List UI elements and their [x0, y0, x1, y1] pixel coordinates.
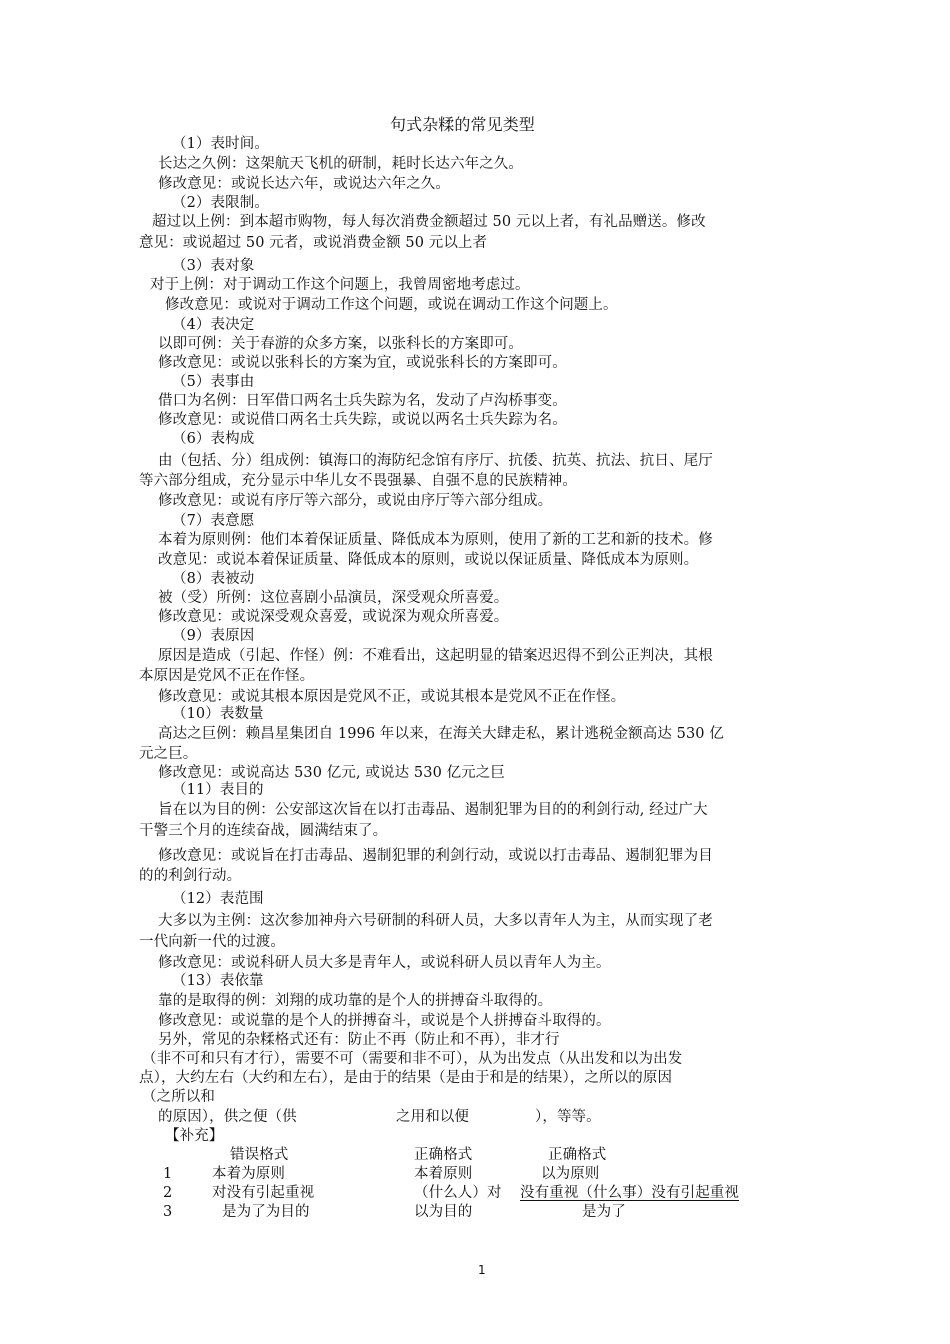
section-heading: （13）表依靠 [172, 973, 264, 989]
section-heading: （8）表被动 [172, 571, 255, 587]
text-line: （之所以和 [142, 1089, 215, 1105]
text-line: 修改意见：或说高达 530 亿元, 或说达 530 亿元之巨 [158, 765, 506, 781]
page-title: 句式杂糅的常见类型 [390, 115, 535, 134]
text-line: 的的利剑行动。 [139, 868, 242, 884]
text-line: 修改意见：或说靠的是个人的拼搏奋斗，或说是个人拼搏奋斗取得的。 [158, 1013, 611, 1029]
correct-format: 是为了 [582, 1204, 626, 1220]
text-line: 点），大约左右（大约和左右），是由于的结果（是由于和是的结果），之所以的原因 [139, 1070, 673, 1086]
text-line: 以即可例：关于春游的众多方案，以张科长的方案即可。 [158, 336, 523, 352]
text-line: 旨在以为目的例：公安部这次旨在以打击毒品、遏制犯罪为目的的利剑行动, 经过广大 [158, 802, 708, 818]
text-line: 一代向新一代的过渡。 [139, 934, 285, 950]
text-line: 被（受）所例：这位喜剧小品演员，深受观众所喜爱。 [158, 590, 509, 606]
wrong-format: 是为了为目的 [222, 1204, 310, 1220]
text-line: 靠的是取得的例：刘翔的成功靠的是个人的拼搏奋斗取得的。 [158, 993, 553, 1009]
section-heading: （9）表原因 [172, 628, 255, 644]
text-line: 修改意见：或说其根本原因是党风不正，或说其根本是党风不正在作怪。 [158, 689, 626, 705]
wrong-format: 本着为原则 [212, 1166, 285, 1182]
section-heading: （2）表限制。 [172, 195, 269, 211]
text-line: 高达之巨例：赖昌星集团自 1996 年以来，在海关大肆走私，累计逃税金额高达 530 亿 [158, 726, 724, 742]
page-number: 1 [478, 1263, 486, 1277]
correct-format: 以为原则 [541, 1166, 600, 1182]
column-header: 错误格式 [230, 1147, 289, 1163]
text-line: 修改意见：或说有序厅等六部分，或说由序厅等六部分组成。 [158, 493, 553, 509]
text-line: 改意见：或说本着保证质量、降低成本的原则，或说以保证质量、降低成本为原则。 [158, 552, 699, 568]
row-number: 3 [163, 1204, 173, 1220]
wrong-format: 对没有引起重视 [212, 1185, 315, 1201]
section-heading: （4）表决定 [172, 317, 255, 333]
column-header: 正确格式 [414, 1147, 473, 1163]
supplement-heading: 【补充】 [165, 1128, 224, 1144]
text-line: ），等等。 [535, 1109, 601, 1125]
text-line: 修改意见：或说科研人员大多是青年人，或说科研人员以青年人为主。 [158, 955, 611, 971]
text-line: 对于上例：对于调动工作这个问题上，我曾周密地考虑过。 [150, 277, 530, 293]
section-heading: （10）表数量 [172, 706, 264, 722]
text-line: 修改意见：或说借口两名士兵失踪，或说以两名士兵失踪为名。 [158, 412, 567, 428]
text-line: 修改意见：或说旨在打击毒品、遏制犯罪的利剑行动，或说以打击毒品、遏制犯罪为目 [158, 848, 713, 864]
text-line: 干警三个月的连续奋战，圆满结束了。 [139, 823, 388, 839]
text-line: 修改意见：或说对于调动工作这个问题，或说在调动工作这个问题上。 [165, 297, 618, 313]
correct-format: （什么人）对 [414, 1185, 502, 1201]
correct-format: 本着原则 [414, 1166, 473, 1182]
section-heading: （7）表意愿 [172, 513, 255, 529]
section-heading: （1）表时间。 [172, 136, 269, 152]
text-line: 修改意见：或说长达六年，或说达六年之久。 [158, 176, 450, 192]
row-number: 2 [163, 1185, 173, 1201]
text-line: 本原因是党风不正在作怪。 [139, 668, 315, 684]
correct-format: 以为目的 [414, 1204, 473, 1220]
column-header: 正确格式 [548, 1147, 607, 1163]
text-line: 另外，常见的杂糅格式还有：防止不再（防止和不再），非才行 [158, 1032, 560, 1048]
text-line: 之用和以便 [396, 1109, 469, 1125]
text-line: 借口为名例：日军借口两名士兵失踪为名，发动了卢沟桥事变。 [158, 393, 567, 409]
text-line: 大多以为主例：这次参加神舟六号研制的科研人员，大多以青年人为主，从而实现了老 [158, 913, 713, 929]
correct-format: 没有重视（什么事）没有引起重视 [520, 1185, 739, 1201]
section-heading: （6）表构成 [172, 431, 255, 447]
section-heading: （5）表事由 [172, 374, 255, 390]
text-line: 超过以上例：到本超市购物，每人每次消费金额超过 50 元以上者，有礼品赠送。修改 [152, 214, 706, 230]
text-line: 元之巨。 [139, 746, 198, 762]
text-line: 修改意见：或说深受观众喜爱，或说深为观众所喜爱。 [158, 609, 509, 625]
text-line: 原因是造成（引起、作怪）例：不难看出，这起明显的错案迟迟得不到公正判决，其根 [158, 648, 713, 664]
section-heading: （12）表范围 [172, 891, 264, 907]
section-heading: （11）表目的 [172, 782, 264, 798]
text-line: 修改意见：或说以张科长的方案为宜，或说张科长的方案即可。 [158, 355, 567, 371]
section-heading: （3）表对象 [172, 258, 255, 274]
text-line: 意见：或说超过 50 元者，或说消费金额 50 元以上者 [139, 235, 488, 251]
text-line: 长达之久例：这架航天飞机的研制，耗时长达六年之久。 [158, 156, 523, 172]
text-line: （非不可和只有才行），需要不可（需要和非不可），从为出发点（从出发和以为出发 [142, 1051, 683, 1067]
row-number: 1 [163, 1166, 173, 1182]
text-line: 由（包括、分）组成例：镇海口的海防纪念馆有序厅、抗倭、抗英、抗法、抗日、尾厅 [158, 453, 713, 469]
text-line: 的原因），供之便（供 [158, 1109, 297, 1125]
text-line: 等六部分组成，充分显示中华儿女不畏强暴、自强不息的民族精神。 [139, 473, 577, 489]
text-line: 本着为原则例：他们本着保证质量、降低成本为原则，使用了新的工艺和新的技术。修 [158, 532, 713, 548]
